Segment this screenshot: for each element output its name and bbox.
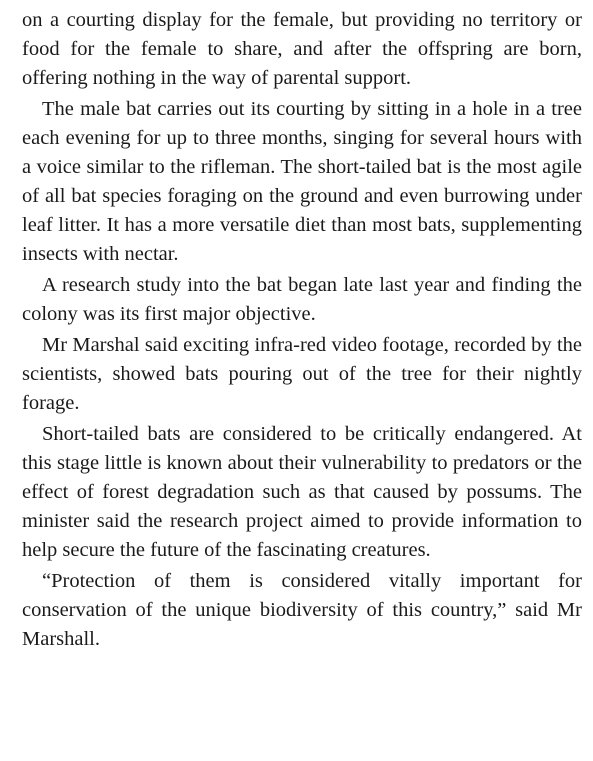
paragraph-male-bat: The male bat carries out its courting by sitting in a hole in a tree each evening for up to three months, singing for several hours with a voice similar to the rifleman. The short-tailed bat is the most agile of all bat species foraging on the ground and even burrowing under leaf litter. It has a more versatile diet than most bats, supplementing insects with nectar. [22,98,582,265]
paragraph-courting-display: on a courting display for the female, but providing no territory or food for the female to share, and after the offspring are born, offering nothing in the way of parental support. [22,9,582,89]
paragraph-video-footage: Mr Marshal said exciting infra-red video footage, recorded by the scientists, showed bats pouring out of the tree for their nightly forage. [22,334,582,414]
article-column [22,6,582,756]
paragraph-quote: “Protection of them is considered vitally important for conservation of the unique biodiversity of this country,” said Mr Marshall. [22,570,582,650]
paragraph-endangered: Short-tailed bats are considered to be critically endangered. At this stage little is known about their vulnerability to predators or the effect of forest degradation such as that caused by possums. The minister said the research project aimed to provide information to help secure the future of the fascinating creatures. [22,423,582,561]
paragraph-research-study: A research study into the bat began late last year and finding the colony was its first major objective. [22,274,582,325]
